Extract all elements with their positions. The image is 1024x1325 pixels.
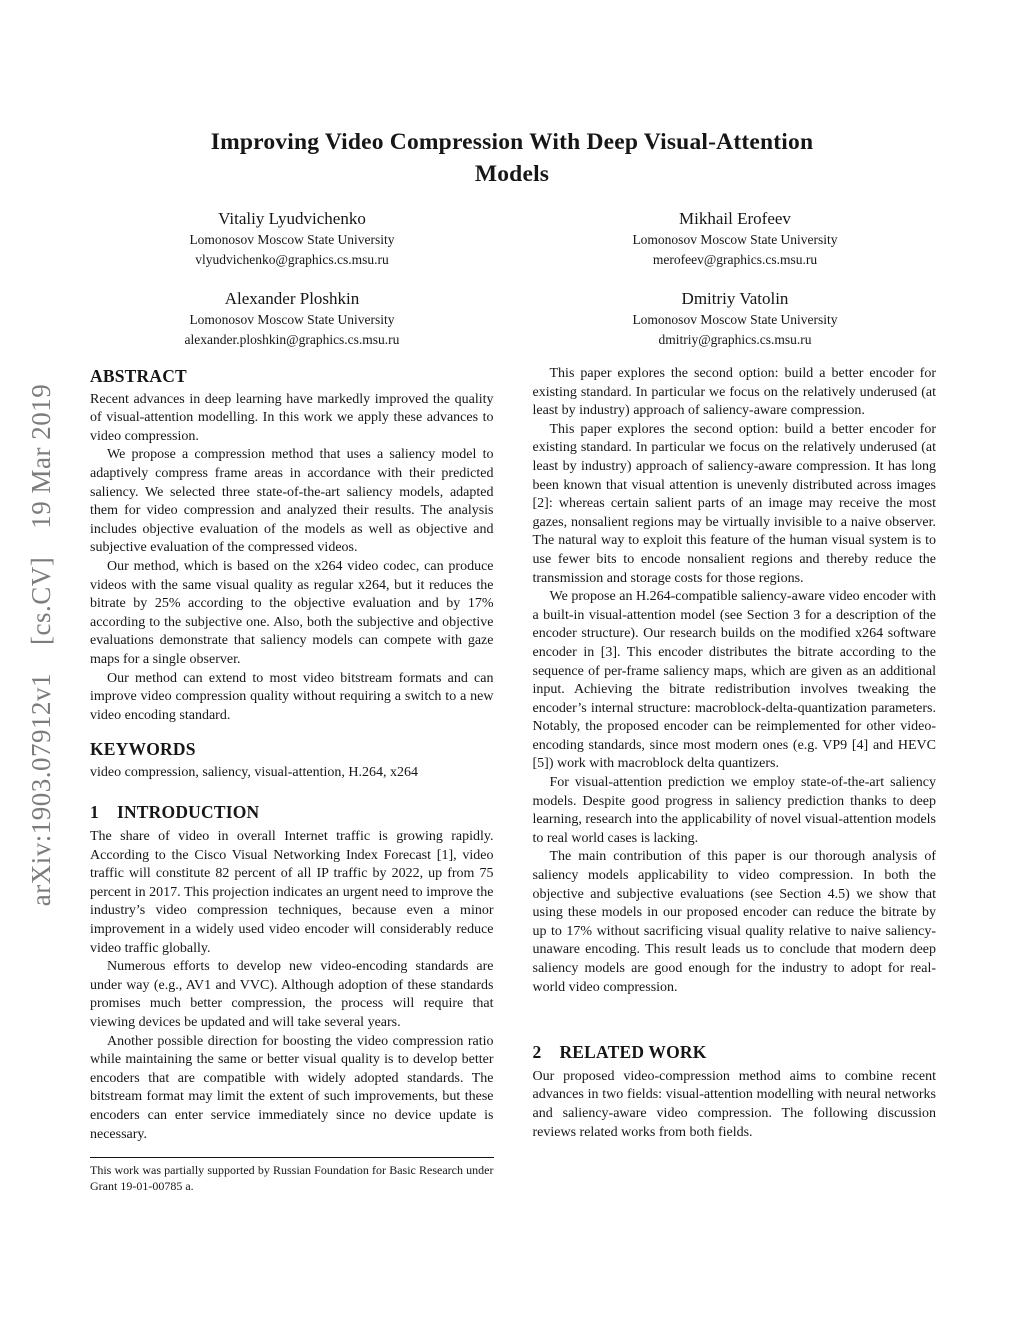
paper-title (120, 126, 904, 190)
section-title: INTRODUCTION (116, 802, 260, 823)
author-0 (90, 207, 494, 270)
section-title: RELATED WORK (559, 1042, 707, 1063)
author-1 (533, 207, 937, 270)
paragraph: Another possible direction for boosting the video compression ratio while maintaining the same or better visual quality is to develop better encoders that are compatible with widely adopted standards. The bitstream format may limit the extent of such improvements, but these encoders can enter service immediately since no device update is necessary. (90, 1033, 494, 1142)
keywords-text: video compression, saliency, visual-attention, H.264, x264 (90, 764, 419, 780)
author-affiliation: Lomonosov Moscow State University (189, 232, 395, 247)
related-work-heading (533, 1043, 937, 1062)
author-email: alexander.ploshkin@graphics.cs.msu.ru (184, 332, 400, 347)
paragraph: We propose an H.264-compatible saliency-aware video encoder with a built-in visual-attention model (see Section 3 for a description of the encoder structure). Our research builds on the modified x264 software encoder in [3]. This encoder distributes the bitrate according to the sequence of per-frame saliency maps, which are given as an additional input. Achieving the bitrate redistribution involves tweaking the encoder’s internal structure: macroblock-delta-quantization parameters. Notably, the proposed encoder can be reimplemented for other video-encoding standards, since most modern ones (e.g. VP9 [4] and HEVC [5]) work with macroblock delta quantizers. (532, 589, 936, 772)
arxiv-watermark: arXiv:1903.07912v1 [cs.CV] 19 Mar 2019 (26, 383, 56, 907)
introduction-heading (90, 803, 494, 822)
related-work-paragraphs (533, 1068, 937, 1142)
section-number: 1 (90, 802, 99, 823)
paragraph: The main contribution of this paper is our thorough analysis of saliency models applicability to video compression. In both the objective and subjective evaluations (see Section 4.5) we show that using these models in our proposed encoder can reduce the bitrate by up to 17% without sacrificing visual quality relative to naive saliency-unaware encoding. This result leads us to conclude that modern deep saliency models are good enough for the industry to adopt for real-world video compression. (532, 849, 936, 995)
right-column-paragraphs (533, 365, 937, 997)
author-email: dmitriy@graphics.cs.msu.ru (658, 332, 812, 347)
paragraph: Our proposed video-compression method aims to combine recent advances in two fields: visual-attention modelling with neural networks and saliency-aware video compression. The following discussion reviews related works from both fields. (532, 1068, 936, 1140)
paragraph: This paper explores the second option: build a better encoder for existing standard. In particular we focus on the relatively underused (at least by industry) approach of saliency-aware compression. It has long been known that visual attention is unevenly distributed across images [2]: whereas certain salient parts of an image may receive the most gazes, nonsalient regions may be virtually invisible to a naive observer. The natural way to exploit this feature of the human visual system is to use fewer bits to encode nonsalient regions and thereby reduce the transmission and storage costs for those regions. (532, 421, 936, 586)
paragraph: Our method, which is based on the x264 video codec, can produce videos with the same visual quality as regular x264, but it reduces the bitrate by 25% according to the objective evaluation and by 17% according to the subjective one. Also, both the subjective and objective evaluations demonstrate that saliency models can compete with gaze maps for a single observer. (90, 558, 494, 667)
introduction-paragraphs (90, 828, 494, 1144)
paper-title-line2: Models (474, 161, 550, 187)
paragraph: We propose a compression method that uses a saliency model to adaptively compress frame areas in accordance with their predicted saliency. We selected three state-of-the-art saliency models, adapted them for video compression and analyzed their results. The analysis includes objective evaluation of the models as well as objective and subjective evaluation of the compressed videos. (90, 447, 494, 556)
abstract-paragraphs (90, 391, 494, 726)
author-email: merofeev@graphics.cs.msu.ru (652, 252, 818, 267)
paragraph: Our method can extend to most video bitstream formats and can improve video compression quality without requiring a switch to a new video encoding standard. (90, 670, 494, 723)
body-columns (90, 365, 936, 1194)
author-name: Vitaliy Lyudvichenko (218, 209, 366, 228)
author-email: vlyudvichenko@graphics.cs.msu.ru (195, 252, 389, 267)
paragraph: Numerous efforts to develop new video-encoding standards are under way (e.g., AV1 and VVC). Although adoption of these standards promises much better compression, the process will require that viewing devices be updated and will take several years. (90, 959, 494, 1030)
right-column (533, 365, 937, 1194)
authors-block (90, 207, 936, 350)
paragraph: The share of video in overall Internet traffic is growing rapidly. According to the Cisco Visual Networking Index Forecast [1], video traffic will constitute 82 percent of all IP traffic by 2022, up from 75 percent in 2017. This projection indicates an urgent need to improve the industry’s video compression techniques, because even a minor improvement in a widely used video encoder will considerably reduce video traffic globally. (90, 829, 494, 956)
author-affiliation: Lomonosov Moscow State University (189, 312, 395, 327)
author-2 (90, 287, 494, 350)
author-name: Dmitriy Vatolin (681, 289, 789, 308)
author-3 (533, 287, 937, 350)
author-name: Alexander Ploshkin (224, 289, 360, 308)
author-name: Mikhail Erofeev (679, 209, 791, 228)
paragraph: Recent advances in deep learning have markedly improved the quality of visual-attention modelling. In this work we apply these advances to video compression. (90, 391, 494, 444)
section-number: 2 (532, 1042, 542, 1063)
left-column (90, 365, 494, 1194)
paragraph: For visual-attention prediction we employ state-of-the-art saliency models. Despite good progress in saliency prediction thanks to deep learning, research into the applicability of novel visual-attention models to real world cases is lacking. (532, 775, 936, 846)
paper-title-line1: Improving Video Compression With Deep Visual-Attention (210, 129, 814, 155)
author-affiliation: Lomonosov Moscow State University (632, 232, 838, 247)
abstract-heading: ABSTRACT (90, 366, 187, 386)
author-affiliation: Lomonosov Moscow State University (632, 312, 838, 327)
paragraph: This paper explores the second option: build a better encoder for existing standard. In particular we focus on the relatively underused (at least by industry) approach of saliency-aware compression. (532, 366, 936, 419)
footnote: This work was partially supported by Russian Foundation for Basic Research under Grant 19-01-00785 a. (90, 1157, 494, 1194)
keywords-heading: KEYWORDS (90, 739, 196, 760)
